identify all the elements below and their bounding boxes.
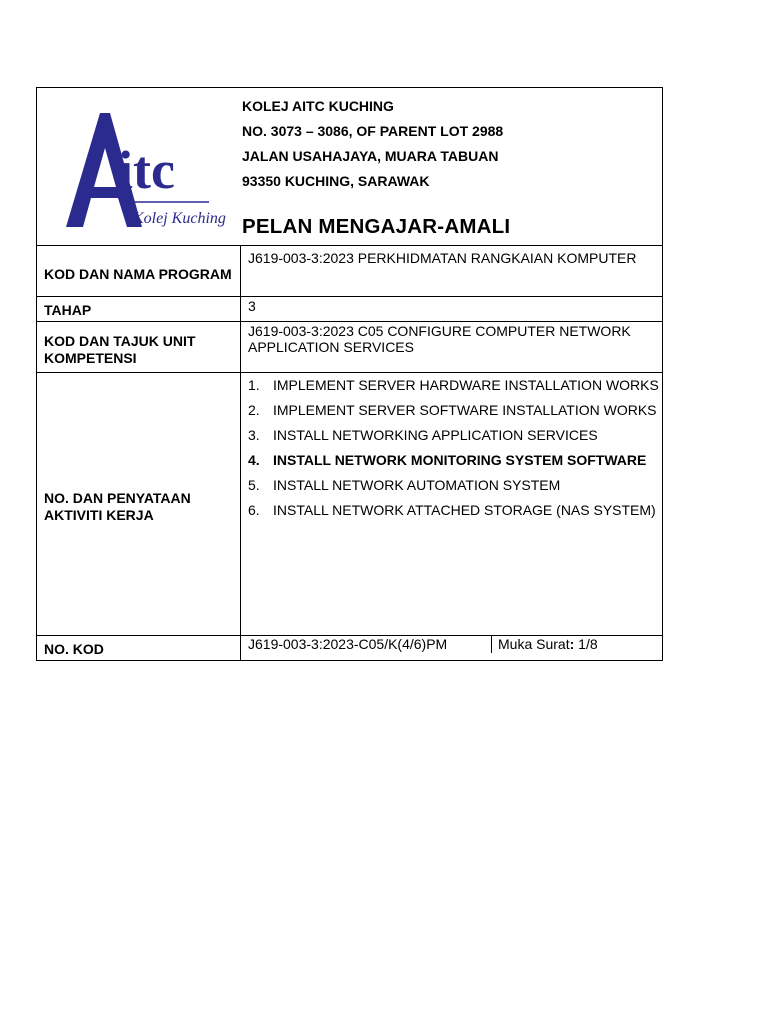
activity-item: 3. INSTALL NETWORKING APPLICATION SERVICES (248, 427, 598, 443)
program-value: J619-003-3:2023 PERKHIDMATAN RANGKAIAN KOMPUTER (241, 246, 663, 297)
level-value: 3 (241, 297, 663, 322)
address-line: 93350 KUCHING, SARAWAK (242, 173, 430, 189)
activity-item: 1. IMPLEMENT SERVER HARDWARE INSTALLATION WORKS (248, 377, 659, 393)
activities-label: NO. DAN PENYATAAN AKTIVITI KERJA (37, 373, 241, 636)
address-line: KOLEJ AITC KUCHING (242, 98, 394, 114)
document-title: PELAN MENGAJAR-AMALI (242, 215, 511, 238)
level-label: TAHAP (37, 297, 241, 322)
college-address (242, 94, 503, 194)
activity-item: 5. INSTALL NETWORK AUTOMATION SYSTEM (248, 477, 561, 493)
unit-label: KOD DAN TAJUK UNIT KOMPETENSI (37, 322, 241, 373)
activity-item-current: 4. INSTALL NETWORK MONITORING SYSTEM SOFTWARE (248, 452, 647, 468)
college-logo (61, 110, 226, 230)
activity-item: 6. INSTALL NETWORK ATTACHED STORAGE (NAS SYSTEM) (248, 502, 656, 518)
address-line: NO. 3073 – 3086, OF PARENT LOT 2988 (242, 123, 504, 139)
code-label: NO. KOD (37, 636, 241, 661)
address-line: JALAN USAHAJAYA, MUARA TABUAN (242, 148, 499, 164)
logo-wordmark: itc (118, 140, 175, 200)
header-cell (37, 88, 663, 246)
page-number: Muka Surat: 1/8 (498, 636, 598, 652)
lesson-plan-table (36, 87, 663, 661)
unit-value: J619-003-3:2023 C05 CONFIGURE COMPUTER NETWORK APPLICATION SERVICES (241, 322, 663, 373)
program-label: KOD DAN NAMA PROGRAM (37, 246, 241, 297)
code-value: J619-003-3:2023-C05/K(4/6)PM (241, 636, 492, 653)
activity-item: 2. IMPLEMENT SERVER SOFTWARE INSTALLATION WORKS (248, 402, 657, 418)
activities-list (241, 373, 662, 523)
logo-tagline: Kolej Kuching (133, 210, 226, 227)
